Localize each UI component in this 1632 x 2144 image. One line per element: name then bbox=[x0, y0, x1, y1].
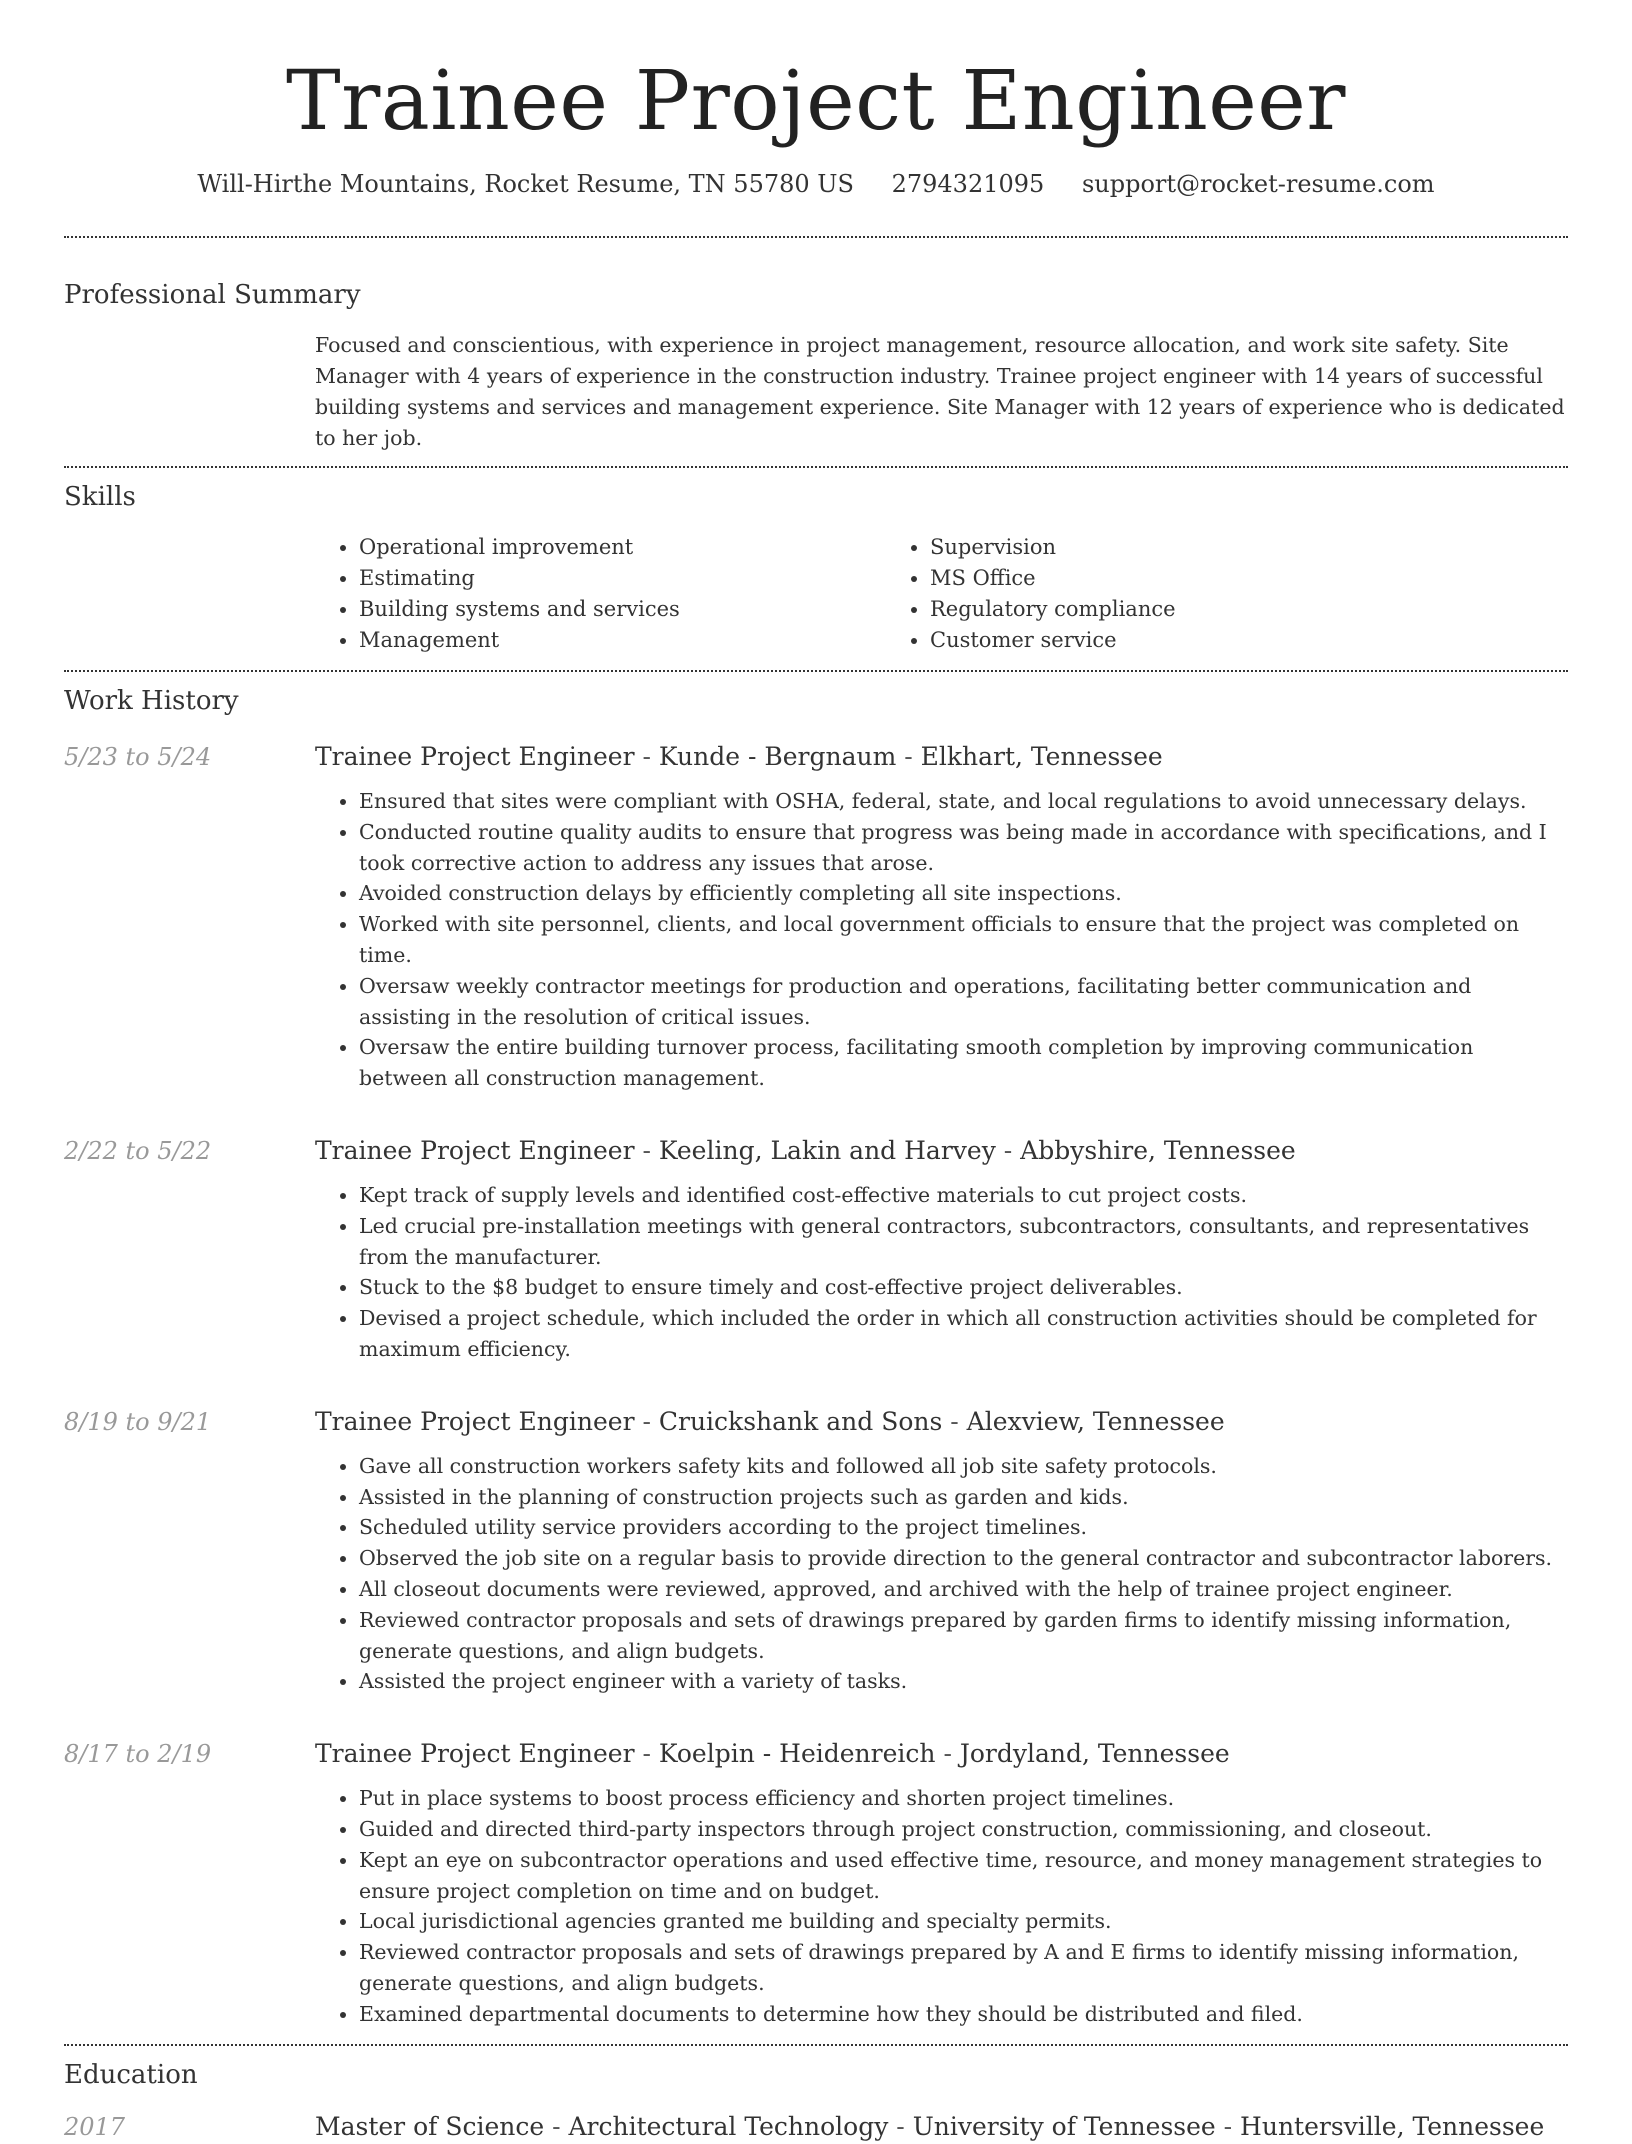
job-bullet: • Kept track of supply levels and identified cost-effective materials to cut project costs. bbox=[359, 1180, 1568, 1211]
education-location: Huntersville, Tennessee bbox=[1240, 2111, 1545, 2141]
skills-column-1 bbox=[315, 532, 886, 656]
job-body bbox=[315, 1405, 1568, 1715]
contact-phone: 2794321095 bbox=[891, 170, 1045, 198]
job-bullet: • Local jurisdictional agencies granted me building and specialty permits. bbox=[359, 1906, 1568, 1937]
job-bullet: • Stuck to the $8 budget to ensure timely and cost-effective project deliverables. bbox=[359, 1272, 1568, 1303]
job-body bbox=[315, 1737, 1568, 2029]
education-field: Architectural Technology bbox=[568, 2111, 889, 2141]
job-entry bbox=[64, 1405, 1568, 1715]
work-section bbox=[64, 684, 1568, 2030]
contact-line bbox=[64, 168, 1568, 200]
job-heading: Trainee Project Engineer - Kunde - Bergnaum - Elkhart, Tennessee bbox=[315, 742, 1163, 771]
job-body bbox=[315, 740, 1568, 1112]
section-divider bbox=[64, 670, 1568, 672]
job-heading: Trainee Project Engineer - Cruickshank and Sons - Alexview, Tennessee bbox=[315, 1406, 1225, 1436]
job-heading: Trainee Project Engineer - Koelpin - Heidenreich - Jordyland, Tennessee bbox=[315, 1739, 1230, 1769]
job-title: Trainee Project Engineer bbox=[315, 742, 635, 771]
skill-item: • Customer service bbox=[930, 625, 1457, 656]
job-bullet: • Reviewed contractor proposals and sets of drawings prepared by A and E firms to identify missing information, generate questions, and align budgets. bbox=[359, 1937, 1568, 1999]
job-bullet: • Examined departmental documents to determine how they should be distributed and filed. bbox=[359, 1999, 1568, 2030]
education-heading: Education bbox=[64, 2059, 198, 2090]
contact-address: Will-Hirthe Mountains, Rocket Resume, TN 55780 US bbox=[197, 170, 854, 198]
education-body bbox=[315, 2110, 1568, 2144]
job-date: 5/23 to 5/24 bbox=[64, 743, 212, 771]
job-title: Trainee Project Engineer bbox=[315, 1739, 635, 1769]
job-bullet: • Kept an eye on subcontractor operations and used effective time, resource, and money management strategies to ensure project completion on time and on budget. bbox=[359, 1845, 1568, 1907]
job-bullet: • Assisted in the planning of construction projects such as garden and kids. bbox=[359, 1482, 1568, 1513]
job-bullet: • Worked with site personnel, clients, and local government officials to ensure that the project was completed on time. bbox=[359, 909, 1568, 971]
section-divider bbox=[64, 2044, 1568, 2046]
skills-grid bbox=[315, 532, 1568, 656]
skills-column-2 bbox=[886, 532, 1457, 656]
job-bullets bbox=[315, 1783, 1568, 2029]
job-title: Trainee Project Engineer bbox=[315, 1135, 635, 1165]
job-bullet: • Ensured that sites were compliant with OSHA, federal, state, and local regulations to avoid unnecessary delays. bbox=[359, 786, 1568, 817]
job-bullet: • All closeout documents were reviewed, approved, and archived with the help of trainee project engineer. bbox=[359, 1574, 1568, 1605]
skill-item: • Estimating bbox=[359, 563, 886, 594]
job-bullet: • Avoided construction delays by efficiently completing all site inspections. bbox=[359, 878, 1568, 909]
job-location: Elkhart, Tennessee bbox=[920, 742, 1163, 771]
skills-section bbox=[64, 480, 1568, 656]
job-bullet: • Guided and directed third-party inspectors through project construction, commissioning, and closeout. bbox=[359, 1814, 1568, 1845]
education-school: University of Tennessee bbox=[912, 2111, 1216, 2141]
education-entry bbox=[64, 2110, 1568, 2144]
summary-text: Focused and conscientious, with experience in project management, resource allocation, and work site safety. Site Manager with 4 years of experience in the construction industry. Trainee project engineer with 14 years of successful building systems and services and management experience. Site Manager with 12 years of experience who is dedicated to her job. bbox=[315, 333, 1565, 450]
job-bullet: • Scheduled utility service providers according to the project timelines. bbox=[359, 1512, 1568, 1543]
summary-heading: Professional Summary bbox=[64, 280, 361, 310]
job-entry bbox=[64, 1134, 1568, 1383]
job-date: 8/17 to 2/19 bbox=[64, 1740, 212, 1769]
skill-item: • Operational improvement bbox=[359, 532, 886, 563]
education-heading-line: Master of Science - Architectural Technology - University of Tennessee - Huntersville, Tennessee bbox=[315, 2111, 1545, 2141]
work-heading: Work History bbox=[64, 686, 239, 716]
job-bullet: • Led crucial pre-installation meetings with general contractors, subcontractors, consultants, and representatives from the manufacturer. bbox=[359, 1211, 1568, 1273]
job-date: 8/19 to 9/21 bbox=[64, 1407, 212, 1436]
job-body bbox=[315, 1134, 1568, 1383]
education-date: 2017 bbox=[64, 2112, 126, 2141]
skill-item: • Management bbox=[359, 625, 886, 656]
skill-item: • MS Office bbox=[930, 563, 1457, 594]
resume-name: Trainee Project Engineer bbox=[285, 54, 1347, 149]
skill-item: • Building systems and services bbox=[359, 594, 886, 625]
job-bullet: • Oversaw the entire building turnover process, facilitating smooth completion by improving communication between all construction management. bbox=[359, 1032, 1568, 1094]
job-bullets bbox=[315, 786, 1568, 1094]
job-title: Trainee Project Engineer bbox=[315, 1406, 635, 1436]
job-bullet: • Devised a project schedule, which included the order in which all construction activities should be completed for maximum efficiency. bbox=[359, 1303, 1568, 1365]
job-bullet: • Conducted routine quality audits to ensure that progress was being made in accordance with specifications, and I took corrective action to address any issues that arose. bbox=[359, 817, 1568, 879]
job-bullet: • Observed the job site on a regular basis to provide direction to the general contractor and subcontractor laborers. bbox=[359, 1543, 1568, 1574]
contact-email: support@rocket-resume.com bbox=[1081, 170, 1435, 198]
job-bullets bbox=[315, 1180, 1568, 1365]
section-divider bbox=[64, 466, 1568, 468]
job-bullet: • Reviewed contractor proposals and sets of drawings prepared by garden firms to identify missing information, generate questions, and align budgets. bbox=[359, 1605, 1568, 1667]
job-bullet: • Put in place systems to boost process efficiency and shorten project timelines. bbox=[359, 1783, 1568, 1814]
job-date: 2/22 to 5/22 bbox=[64, 1136, 212, 1165]
skill-item: • Regulatory compliance bbox=[930, 594, 1457, 625]
education-degree: Master of Science bbox=[315, 2111, 545, 2141]
job-location: Abbyshire, Tennessee bbox=[1020, 1135, 1296, 1165]
job-location: Jordyland, Tennessee bbox=[959, 1739, 1230, 1769]
skill-item: • Supervision bbox=[930, 532, 1457, 563]
skills-heading: Skills bbox=[64, 482, 136, 512]
job-location: Alexview, Tennessee bbox=[966, 1406, 1225, 1436]
job-bullet: • Assisted the project engineer with a variety of tasks. bbox=[359, 1666, 1568, 1697]
job-entry bbox=[64, 740, 1568, 1112]
education-section bbox=[64, 2058, 1568, 2144]
job-company: Cruickshank and Sons bbox=[658, 1406, 943, 1436]
summary-section bbox=[64, 278, 1568, 454]
job-bullet: • Gave all construction workers safety kits and followed all job site safety protocols. bbox=[359, 1451, 1568, 1482]
job-bullets bbox=[315, 1451, 1568, 1697]
job-bullet: • Oversaw weekly contractor meetings for production and operations, facilitating better communication and assisting in the resolution of critical issues. bbox=[359, 971, 1568, 1033]
job-company: Koelpin - Heidenreich bbox=[658, 1739, 936, 1769]
section-divider bbox=[64, 236, 1568, 238]
job-heading: Trainee Project Engineer - Keeling, Lakin and Harvey - Abbyshire, Tennessee bbox=[315, 1135, 1296, 1165]
job-company: Kunde - Bergnaum bbox=[658, 742, 897, 771]
job-entry bbox=[64, 1737, 1568, 2029]
job-company: Keeling, Lakin and Harvey bbox=[658, 1135, 996, 1165]
